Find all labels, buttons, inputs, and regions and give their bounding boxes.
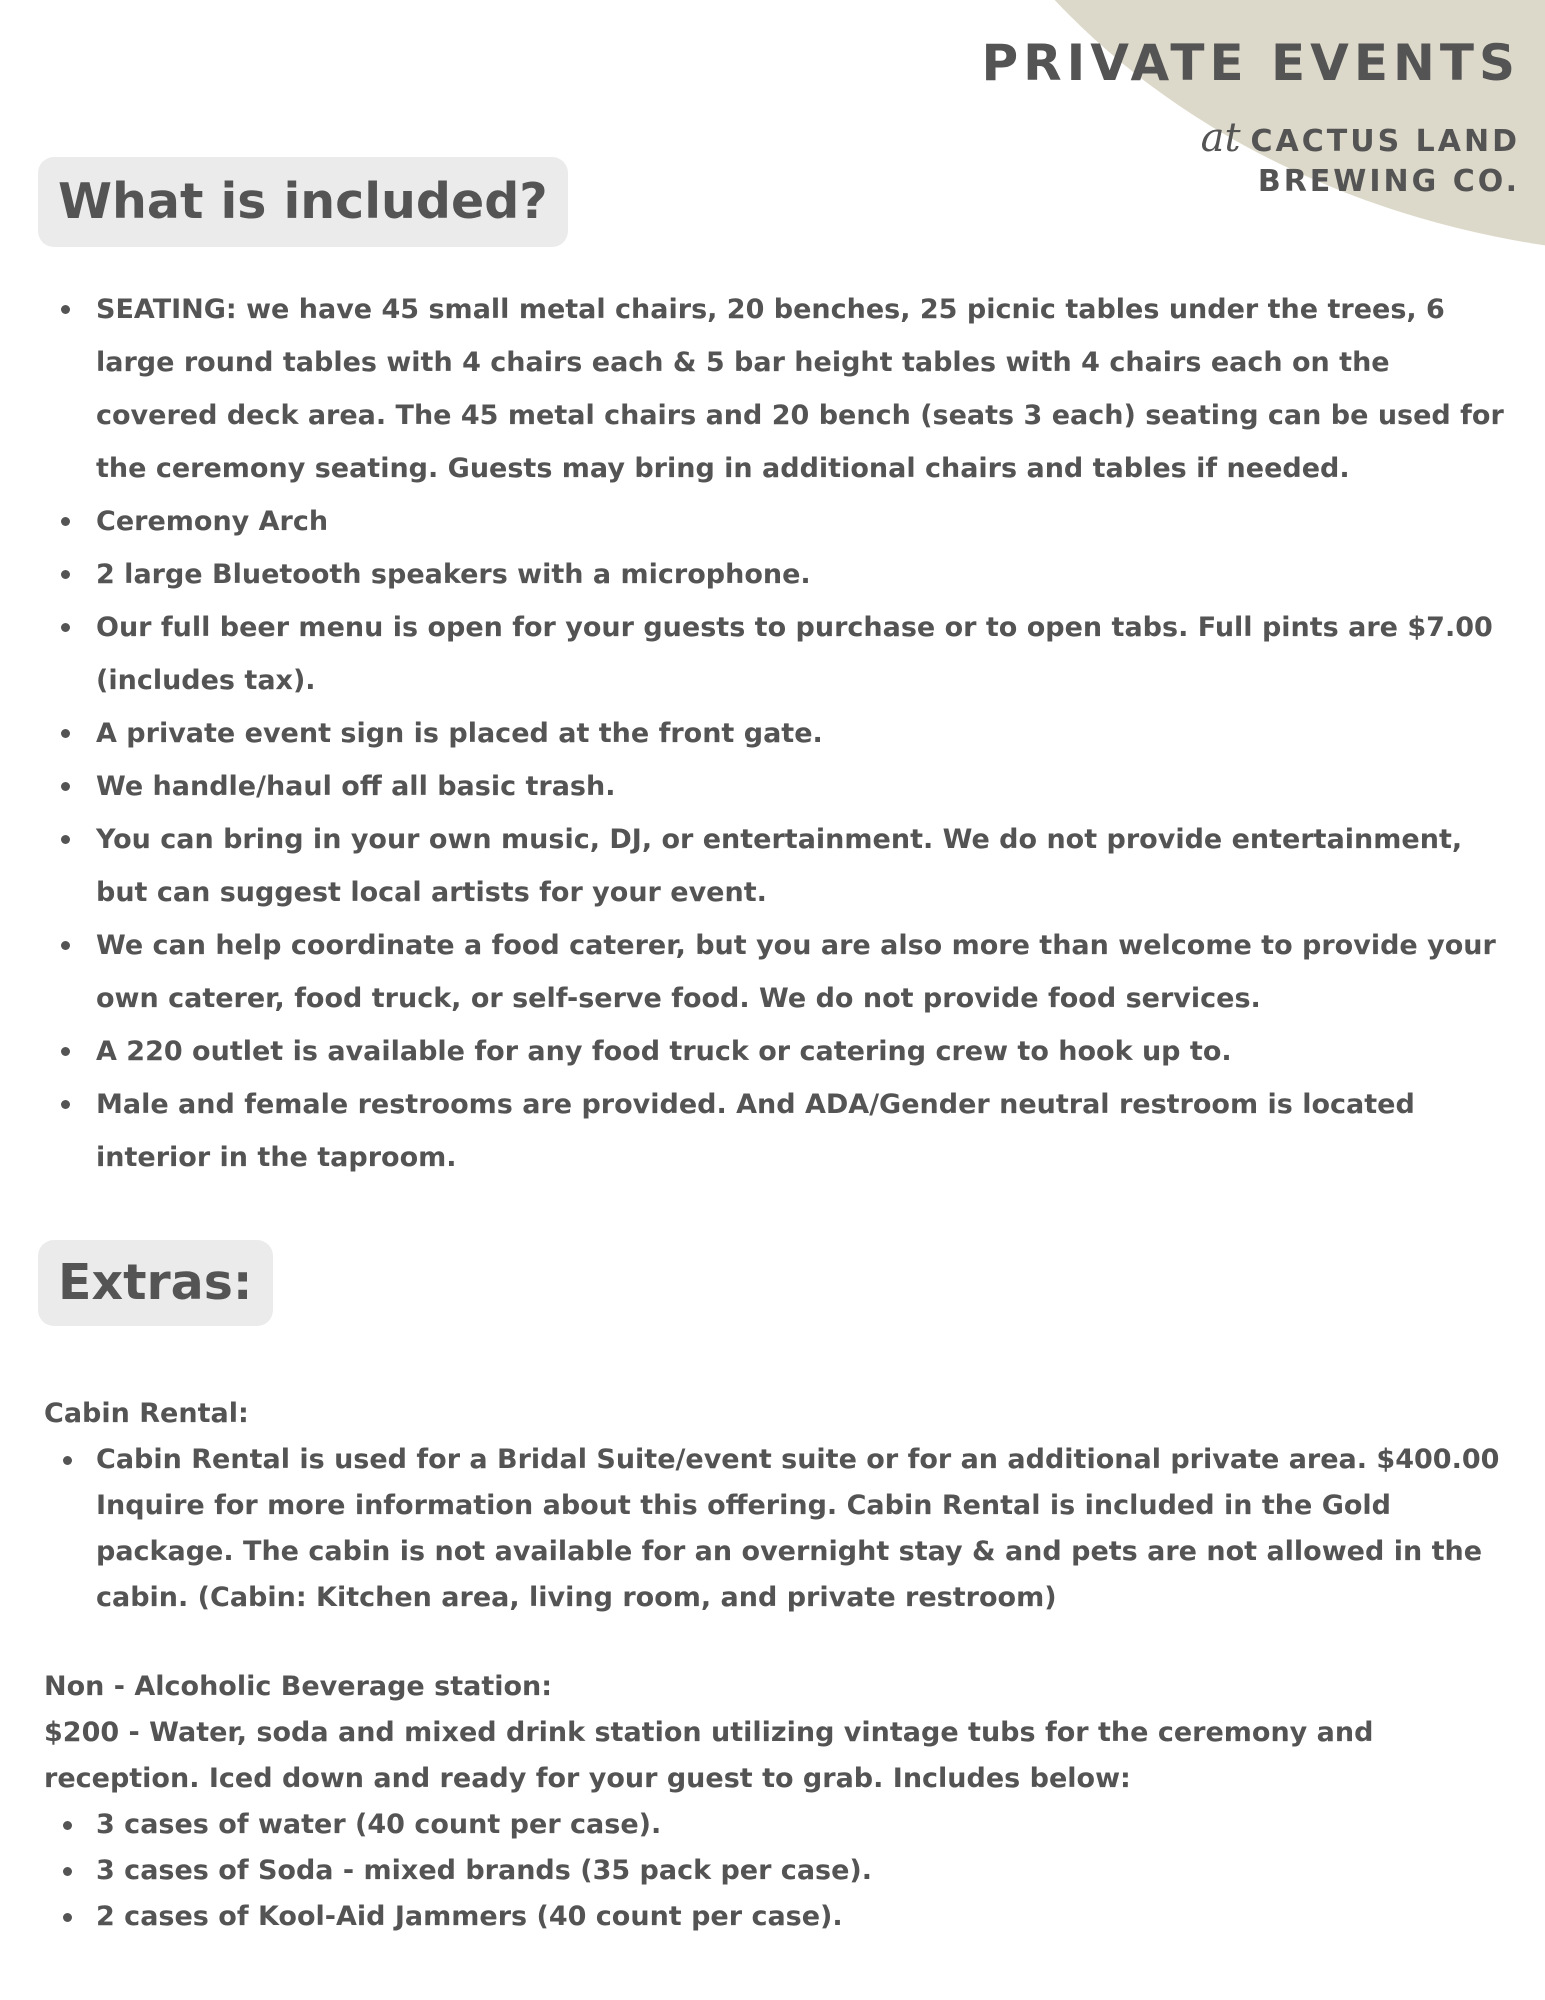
beverage-item-water: 3 cases of water (40 count per case). xyxy=(44,1802,1519,1848)
included-item-speakers: 2 large Bluetooth speakers with a microphone. xyxy=(37,548,1517,601)
included-list xyxy=(37,283,1517,1184)
venue-name-line2: BREWING CO. xyxy=(1257,164,1520,199)
cabin-rental-item: Cabin Rental is used for a Bridal Suite/event suite or for an additional private area. $400.00 Inquire for more information about this offering. Cabin Rental is included in the Gold package. The cabin is not available for an overnight stay & and pets are not allowed in the cabin. (Cabin: Kitchen area, living room, and private restroom) xyxy=(44,1437,1519,1621)
spacer xyxy=(44,1621,1519,1664)
venue-line-1 xyxy=(1200,115,1520,162)
beverage-item-soda: 3 cases of Soda - mixed brands (35 pack per case). xyxy=(44,1848,1519,1894)
venue-name-line1: CACTUS LAND xyxy=(1250,124,1520,159)
included-heading: What is included? xyxy=(38,157,568,247)
beverage-station-list xyxy=(44,1802,1519,1940)
venue-at-script: at xyxy=(1200,115,1241,161)
venue-name xyxy=(1200,115,1520,202)
extras-content xyxy=(44,1391,1519,1940)
included-item-outlet: A 220 outlet is available for any food truck or catering crew to hook up to. xyxy=(37,1025,1517,1078)
cabin-rental-list xyxy=(44,1437,1519,1621)
beverage-station-description: $200 - Water, soda and mixed drink station utilizing vintage tubs for the ceremony and reception. Iced down and ready for your guest to grab. Includes below: xyxy=(44,1717,1374,1794)
extras-heading: Extras: xyxy=(38,1240,273,1326)
beverage-station-label: Non - Alcoholic Beverage station: xyxy=(44,1671,553,1702)
page-title: PRIVATE EVENTS xyxy=(981,34,1520,92)
cabin-rental-label: Cabin Rental: xyxy=(44,1398,249,1429)
included-item-beer-menu: Our full beer menu is open for your guests to purchase or to open tabs. Full pints are $7.00 (includes tax). xyxy=(37,601,1517,707)
included-item-trash: We handle/haul off all basic trash. xyxy=(37,760,1517,813)
included-item-arch: Ceremony Arch xyxy=(37,495,1517,548)
beverage-item-jammers: 2 cases of Kool-Aid Jammers (40 count per case). xyxy=(44,1894,1519,1940)
included-item-seating: SEATING: we have 45 small metal chairs, 20 benches, 25 picnic tables under the trees, 6 large round tables with 4 chairs each & 5 bar height tables with 4 chairs each on the covered deck area. The 45 metal chairs and 20 bench (seats 3 each) seating can be used for the ceremony seating. Guests may bring in additional chairs and tables if needed. xyxy=(37,283,1517,495)
included-item-restrooms: Male and female restrooms are provided. And ADA/Gender neutral restroom is located interior in the taproom. xyxy=(37,1078,1517,1184)
included-item-catering: We can help coordinate a food caterer, but you are also more than welcome to provide your own caterer, food truck, or self-serve food. We do not provide food services. xyxy=(37,919,1517,1025)
included-item-sign: A private event sign is placed at the front gate. xyxy=(37,707,1517,760)
included-item-entertainment: You can bring in your own music, DJ, or entertainment. We do not provide entertainment, but can suggest local artists for your event. xyxy=(37,813,1517,919)
